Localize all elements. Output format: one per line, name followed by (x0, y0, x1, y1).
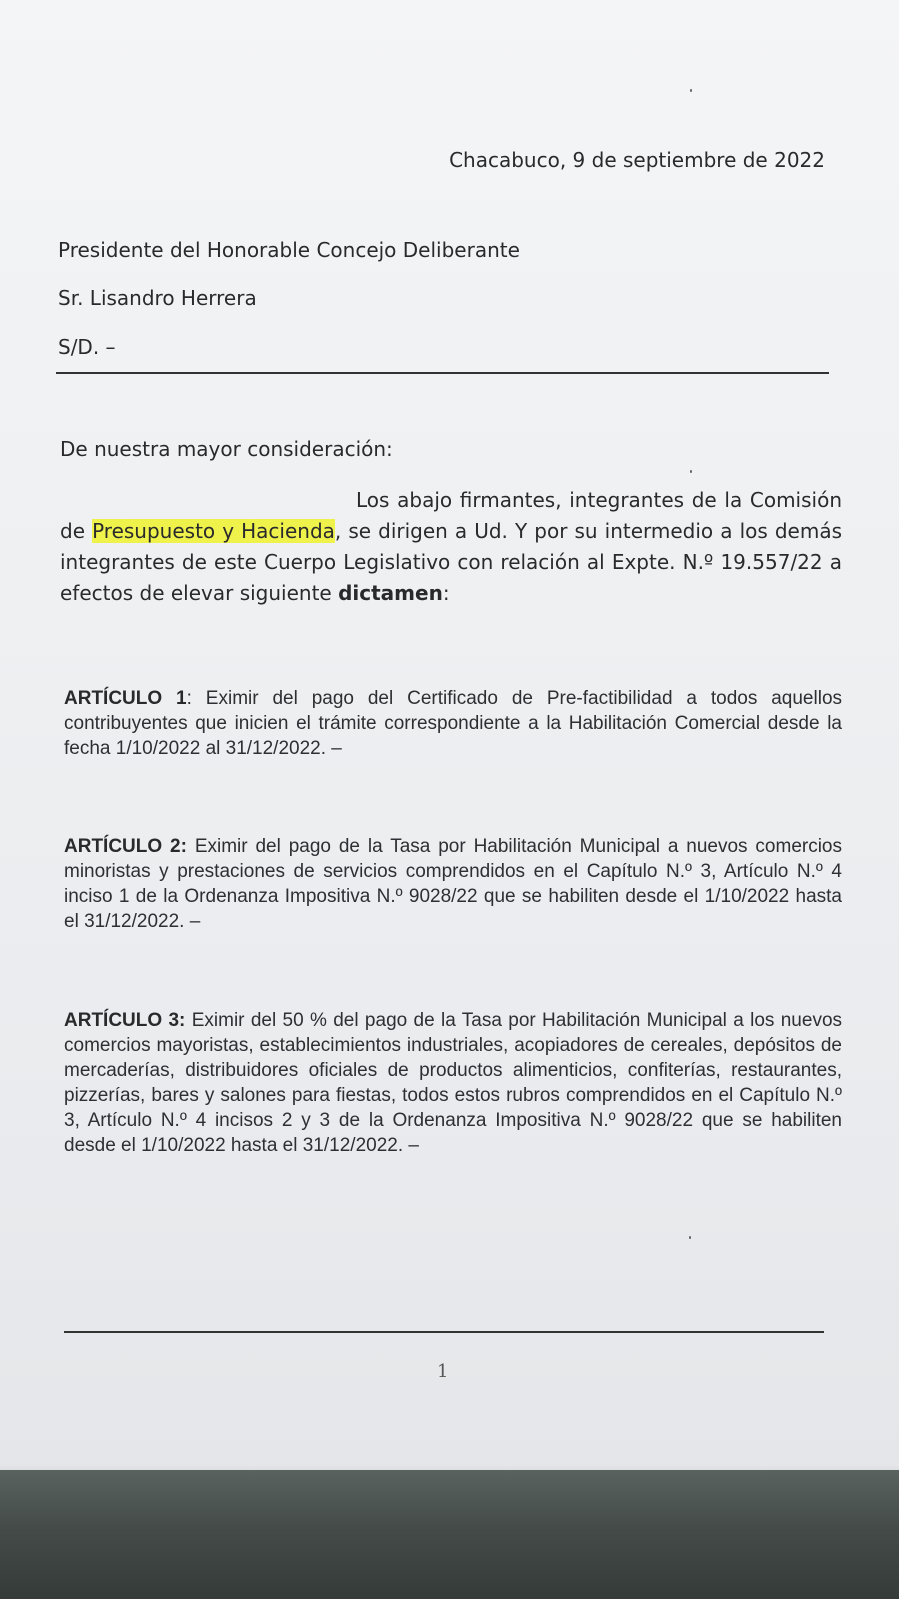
article-3-text: Eximir del 50 % del pago de la Tasa por Habilitación Municipal a los nuevos comercios mayoristas, establecimientos industriales, acopiadores de cereales, depósitos de mercaderías, distribuidores oficiales de productos alimenticios, confiterías, restaurantes, pizzerías, bares y salones para fiestas, todos estos rubros comprendidos en el Capítulo N.º 3, Artículo N.º 4 incisos 2 y 3 de la Ordenanza Impositiva N.º 9028/22 que se habiliten desde el 1/10/2022 hasta el 31/12/2022. – (64, 1010, 843, 1156)
intro-text-start: Los abajo firmantes, integrantes de la Comisión de (60, 488, 842, 543)
footer-divider (64, 1331, 824, 1333)
greeting: De nuestra mayor consideración: (60, 437, 393, 461)
addressee-name: Sr. Lisandro Herrera (58, 286, 257, 310)
dictamen-word: dictamen (338, 581, 443, 605)
paper-speck (689, 1236, 691, 1239)
header-divider (56, 372, 829, 374)
addressee-title: Presidente del Honorable Concejo Deliberante (58, 238, 520, 262)
page-number: 1 (437, 1361, 449, 1382)
date-line: Chacabuco, 9 de septiembre de 2022 (449, 148, 825, 172)
article-1-text: Eximir del pago del Certificado de Pre-factibilidad a todos aquellos contribuyentes que inicien el trámite correspondiente a la Habilitación Comercial desde la fecha 1/10/2022 al 31/12/2022. – (64, 688, 843, 759)
intro-text-middle: , se dirigen a Ud. Y por su intermedio a los demás integrantes de este Cuerpo Legislativo con relación al Expte. N.º 19.557/22 a efectos de elevar siguiente (60, 519, 843, 605)
paper-speck (690, 470, 692, 473)
article-2 (64, 834, 842, 934)
table-surface (0, 1470, 899, 1599)
article-2-text: Eximir del pago de la Tasa por Habilitación Municipal a nuevos comercios minoristas y prestaciones de servicios comprendidos en el Capítulo N.º 3, Artículo N.º 4 inciso 1 de la Ordenanza Impositiva N.º 9028/22 que se habiliten desde el 1/10/2022 hasta el 31/12/2022. – (64, 836, 842, 932)
article-3-heading: ARTÍCULO 3: (64, 1010, 186, 1031)
article-2-heading: ARTÍCULO 2: (64, 836, 187, 857)
highlighted-commission-name: Presupuesto y Hacienda (92, 519, 335, 543)
paper-speck (690, 89, 692, 92)
article-3 (64, 1008, 842, 1158)
intro-paragraph (60, 485, 842, 609)
intro-text-end: : (442, 581, 450, 605)
article-1-heading: ARTÍCULO 1 (64, 688, 187, 709)
article-2-separator (187, 836, 195, 857)
addressee-sd: S/D. – (58, 335, 116, 359)
article-1 (64, 686, 842, 761)
article-1-separator: : (186, 688, 206, 709)
